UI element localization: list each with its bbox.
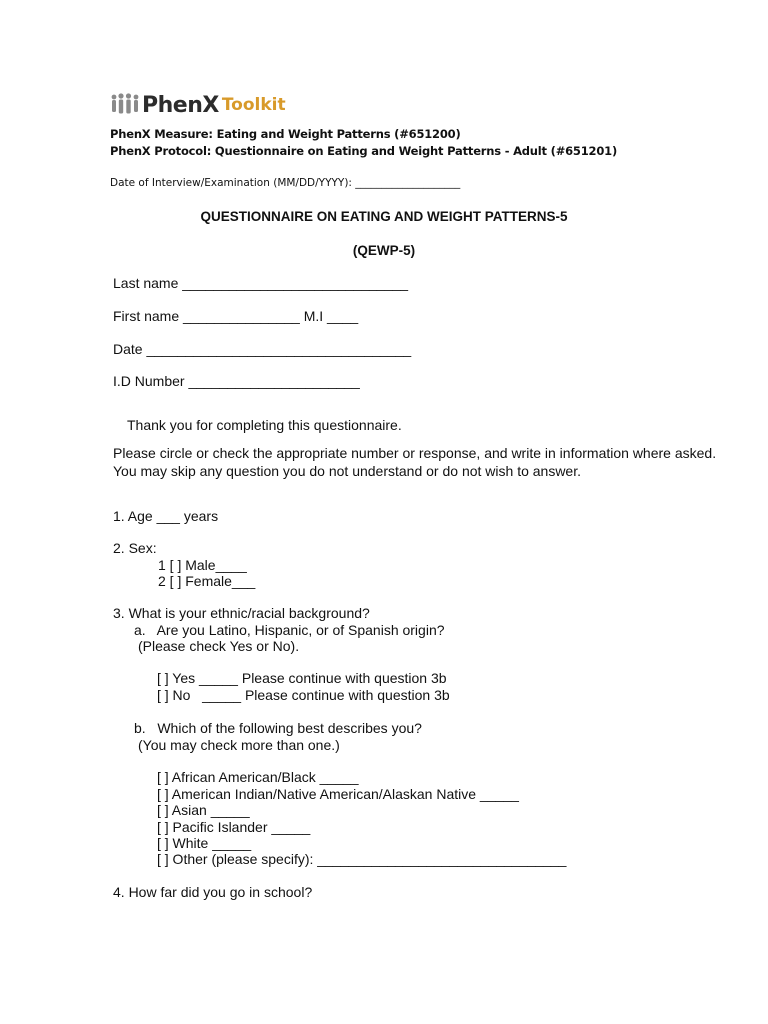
option-other: [ ] Other (please specify): ________________________________ — [157, 851, 567, 867]
sex-option-female: 2 [ ] Female___ — [158, 573, 256, 589]
id-number-field: I.D Number ______________________ — [113, 373, 360, 389]
question-3a-hint: (Please check Yes or No). — [138, 638, 300, 654]
thanks-text: Thank you for completing this questionnaire. — [127, 417, 402, 433]
question-3b-hint: (You may check more than one.) — [138, 737, 340, 753]
sex-option-male: 1 [ ] Male____ — [158, 557, 247, 573]
interview-date-line: Date of Interview/Examination (MM/DD/YYYY): ____________________ — [110, 177, 461, 189]
question-age: 1. Age ___ years — [113, 508, 219, 524]
instructions-line-2: You may skip any question you do not understand or do not wish to answer. — [113, 463, 582, 479]
option-yes: [ ] Yes _____ Please continue with question 3b — [157, 670, 447, 686]
option-no: [ ] No _____ Please continue with question 3b — [157, 687, 450, 703]
logo-phenx-text: PhenX — [142, 92, 219, 118]
page-title: QUESTIONNAIRE ON EATING AND WEIGHT PATTERNS-5 — [200, 209, 568, 224]
instructions-line-1: Please circle or check the appropriate number or response, and write in information where asked. — [113, 445, 717, 461]
option-asian: [ ] Asian _____ — [157, 802, 250, 818]
option-pacific-islander: [ ] Pacific Islander _____ — [157, 819, 311, 835]
question-school: 4. How far did you go in school? — [113, 884, 313, 900]
question-ethnic: 3. What is your ethnic/racial background? — [113, 605, 370, 621]
option-african-american: [ ] African American/Black _____ — [157, 769, 359, 785]
measure-line: PhenX Measure: Eating and Weight Patterns (#651200) — [110, 127, 461, 141]
last-name-field: Last name _____________________________ — [113, 275, 409, 291]
question-3a: a. Are you Latino, Hispanic, or of Spanish origin? — [134, 622, 445, 638]
option-american-indian: [ ] American Indian/Native American/Alaskan Native _____ — [157, 786, 519, 802]
page-subtitle: (QEWP-5) — [352, 243, 416, 258]
logo-toolkit-text: Toolkit — [221, 95, 286, 115]
first-name-field: First name _______________ M.I ____ — [113, 308, 359, 324]
date-field: Date __________________________________ — [113, 341, 412, 357]
phenx-toolkit-logo — [110, 90, 286, 120]
protocol-line: PhenX Protocol: Questionnaire on Eating and Weight Patterns - Adult (#651201) — [110, 144, 617, 158]
option-white: [ ] White _____ — [157, 835, 252, 851]
people-icon — [110, 92, 140, 118]
question-sex: 2. Sex: — [113, 540, 157, 556]
question-3b: b. Which of the following best describes you? — [134, 720, 422, 736]
